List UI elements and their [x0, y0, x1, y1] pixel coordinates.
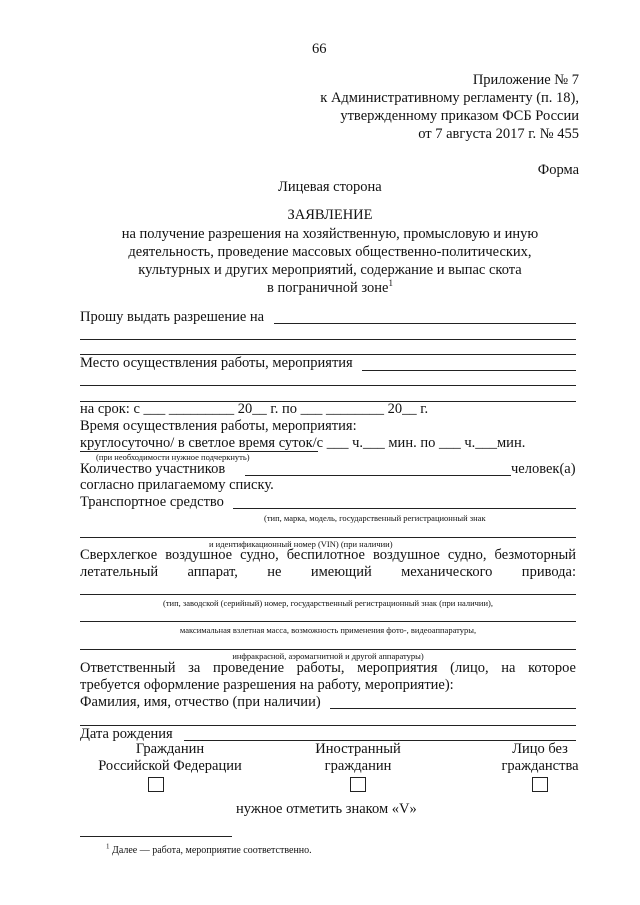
responsible-line-2: требуется оформление разрешения на работу, мероприятие):	[80, 677, 454, 693]
time-line[interactable]: круглосуточно/ в светлое время суток/с ___ ч.___ мин. по ___ ч.___мин.	[80, 435, 526, 451]
fio-line[interactable]	[330, 708, 576, 709]
subtitle-line-3: культурных и других мероприятий, содержание и выпас скота	[138, 262, 522, 278]
document-title: ЗАЯВЛЕНИЕ	[287, 207, 373, 223]
footnote-mark: 1	[388, 278, 393, 289]
citizen-ru-line-2: Российской Федерации	[98, 758, 242, 774]
location-label: Место осуществления работы, мероприятия	[80, 355, 353, 371]
checkbox-stateless[interactable]	[532, 777, 548, 792]
participants-label: Количество участников	[80, 461, 226, 477]
footnote-mark-bottom: 1	[106, 842, 110, 851]
transport-hint-2: и идентификационный номер (VIN) (при наличии)	[209, 539, 393, 549]
footnote	[106, 842, 312, 857]
location-line[interactable]	[362, 370, 576, 371]
aircraft-line-2: летательный аппарат, не имеющий механического привода:	[80, 564, 576, 580]
page-number: 66	[312, 41, 327, 57]
appendix-line-4: от 7 августа 2017 г. № 455	[418, 126, 579, 142]
footnote-text: Далее — работа, мероприятие соответственно.	[112, 845, 312, 856]
citizen-foreign-line-2: гражданин	[324, 758, 392, 774]
participants-note: согласно прилагаемому списку.	[80, 477, 274, 493]
aircraft-hint-2: максимальная взлетная масса, возможность применения фото-, видеоаппаратуры,	[179, 625, 477, 635]
side-label: Лицевая сторона	[278, 179, 382, 195]
time-label: Время осуществления работы, мероприятия:	[80, 418, 357, 434]
term-line[interactable]: на срок: с ___ _________ 20__ г. по ___ ________ 20__ г.	[80, 401, 429, 417]
time-hint: (при необходимости нужное подчеркнуть)	[96, 452, 250, 462]
aircraft-line-a[interactable]	[80, 594, 576, 595]
aircraft-line-1: Сверхлегкое воздушное судно, беспилотное воздушное судно, безмоторный	[80, 547, 576, 563]
aircraft-hint-3: инфракрасной, аэромагнитной и другой аппаратуры)	[232, 651, 424, 661]
citizenship-note: нужное отметить знаком «V»	[236, 801, 417, 817]
subtitle-line-1: на получение разрешения на хозяйственную, промысловую и иную	[121, 226, 539, 242]
participants-unit: человек(а)	[511, 461, 576, 477]
request-line[interactable]	[274, 323, 576, 324]
responsible-line-1: Ответственный за проведение работы, мероприятия (лицо, на которое	[80, 660, 576, 676]
participants-line[interactable]	[245, 475, 511, 476]
subtitle-line-4: в пограничной зоне$^1$	[267, 278, 393, 296]
citizen-ru-line-1: Гражданин	[135, 741, 205, 757]
checkbox-citizen-foreign[interactable]	[350, 777, 366, 792]
transport-line[interactable]	[233, 508, 576, 509]
transport-hint-1: (тип, марка, модель, государственный регистрационный знак	[264, 513, 486, 523]
location-top-line	[80, 354, 576, 355]
location-line-2[interactable]	[80, 385, 576, 386]
aircraft-hint-1: (тип, заводской (серийный) номер, государственный регистрационный знак (при наличии),	[162, 598, 493, 608]
appendix-line-3: утвержденному приказом ФСБ России	[340, 108, 579, 124]
birth-label: Дата рождения	[80, 726, 173, 742]
appendix-line-1: Приложение № 7	[472, 72, 579, 88]
aircraft-line-b[interactable]	[80, 621, 576, 622]
checkbox-citizen-ru[interactable]	[148, 777, 164, 792]
citizen-foreign-line-1: Иностранный	[315, 741, 401, 757]
footnote-divider	[80, 836, 232, 837]
request-label: Прошу выдать разрешение на	[80, 309, 265, 325]
form-label: Форма	[537, 162, 579, 178]
appendix-line-2: к Административному регламенту (п. 18),	[320, 90, 579, 106]
transport-label: Транспортное средство	[80, 494, 224, 510]
transport-line-2[interactable]	[80, 537, 576, 538]
subtitle-line-2: деятельность, проведение массовых общественно-политических,	[128, 244, 532, 260]
stateless-line-2: гражданства	[501, 758, 579, 774]
fio-label: Фамилия, имя, отчество (при наличии)	[80, 694, 321, 710]
request-line-2[interactable]	[80, 339, 576, 340]
stateless-line-1: Лицо без	[512, 741, 568, 757]
aircraft-line-c[interactable]	[80, 649, 576, 650]
